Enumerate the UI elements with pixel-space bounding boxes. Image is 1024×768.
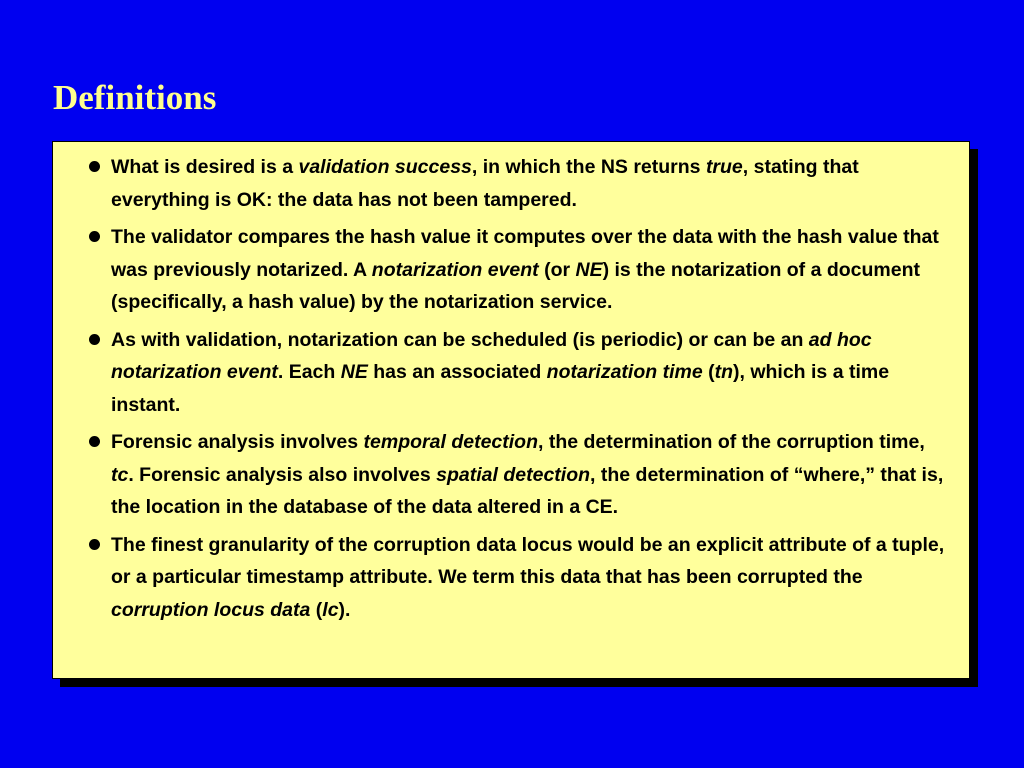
emphasized-term: NE <box>575 258 603 281</box>
emphasized-term: NE <box>340 361 368 383</box>
text-segment: , the determination of “where,” that is, the location in the database of the data altered in a CE. <box>111 463 944 518</box>
text-segment: , the determination of the corruption time, <box>538 431 925 453</box>
bullet-item <box>89 324 949 422</box>
text-segment: ( <box>702 361 715 383</box>
emphasized-term: lc <box>322 598 339 621</box>
bullet-icon <box>89 161 100 172</box>
text-segment: ). <box>338 598 351 621</box>
emphasized-term: ad hoc notarization event <box>111 328 872 383</box>
bullet-text <box>111 534 944 621</box>
bullet-text <box>111 329 889 416</box>
emphasized-term: spatial detection <box>436 463 591 486</box>
emphasized-term: tc <box>111 463 129 486</box>
bullet-item <box>89 426 949 524</box>
bullet-text <box>111 156 859 211</box>
text-segment: has an associated <box>367 361 547 383</box>
text-segment: . Forensic analysis also involves <box>128 463 437 486</box>
bullet-text <box>111 431 943 518</box>
text-segment: Forensic analysis involves <box>111 431 364 453</box>
bullet-icon <box>89 231 100 242</box>
bullet-text <box>111 226 939 313</box>
emphasized-term: notarization time <box>546 361 703 383</box>
bullet-icon <box>89 334 100 345</box>
bullet-item <box>89 221 949 319</box>
content-box <box>52 141 970 679</box>
bullet-item <box>89 529 949 627</box>
slide-title: Definitions <box>53 78 217 117</box>
bullet-icon <box>89 539 100 550</box>
bullet-item <box>89 151 949 216</box>
text-segment: What is desired is a <box>111 156 299 178</box>
text-segment: ), which is a time instant. <box>111 361 890 416</box>
emphasized-term: temporal detection <box>363 431 538 453</box>
text-segment: ) is the notarization of a document (specifically, a hash value) by the notarization service. <box>111 258 921 313</box>
text-segment: The validator compares the hash value it computes over the data with the hash value that was previously notarized. A <box>111 226 939 281</box>
text-segment: The finest granularity of the corruption data locus would be an explicit attribute of a tuple, or a particular timestamp attribute. We term this data that has been corrupted the <box>111 533 945 588</box>
emphasized-term: validation success <box>298 156 472 178</box>
bullet-icon <box>89 436 100 447</box>
emphasized-term: tn <box>714 361 734 383</box>
text-segment: , in which the NS returns <box>471 156 706 178</box>
emphasized-term: true <box>705 156 743 178</box>
text-segment: (or <box>538 258 576 281</box>
text-segment: . Each <box>277 361 341 383</box>
text-segment: As with validation, notarization can be scheduled (is periodic) or can be an <box>111 328 809 351</box>
bullet-list <box>89 151 949 626</box>
text-segment: ( <box>310 598 323 621</box>
emphasized-term: notarization event <box>371 258 539 281</box>
emphasized-term: corruption locus data <box>111 598 311 621</box>
text-segment: , stating that everything is OK: the data has not been tampered. <box>111 156 859 211</box>
